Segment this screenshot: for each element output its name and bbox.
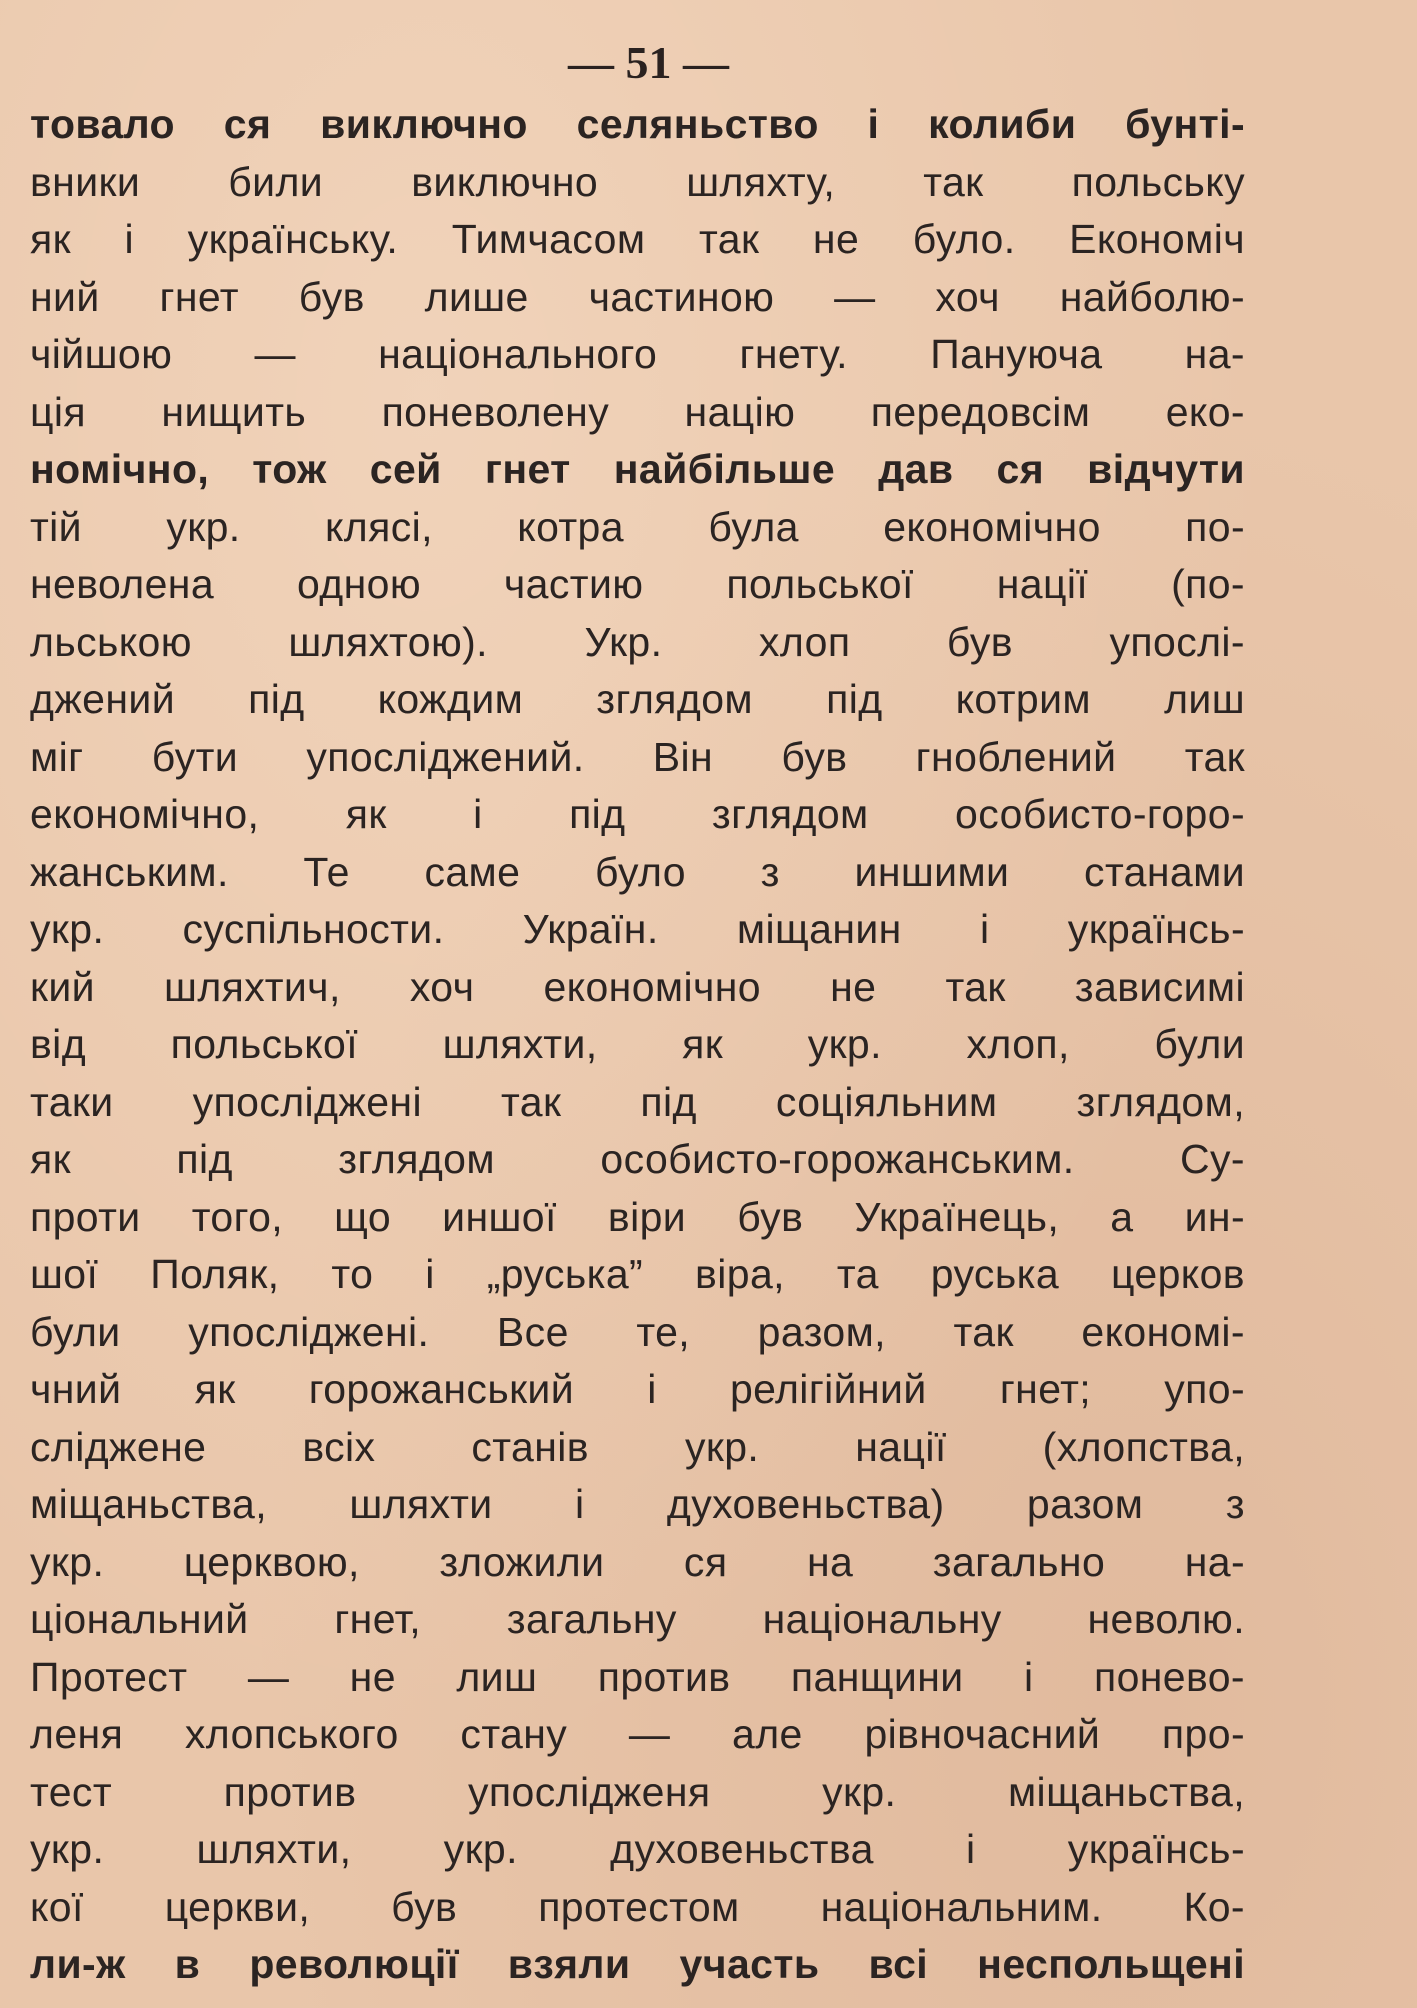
text-line: тест против упосліджeня укр. міщаньства, <box>30 1768 1245 1815</box>
text-line: проти того, що иншої віри був Українець, а ин- <box>30 1193 1245 1240</box>
text-line: укр. церквою, зложили ся на загально на- <box>30 1538 1245 1585</box>
text-line: від польської шляхти, як укр. хлоп, були <box>30 1021 1245 1067</box>
text-line: ція нищить поневолену націю передовсім еко- <box>30 388 1245 435</box>
text-line: як і українську. Тимчасом так не було. Економіч <box>30 216 1245 262</box>
text-line: жанським. Те саме було з иншими станами <box>30 848 1245 895</box>
text-line: товало ся виключно селяньство і колиби бунті- <box>30 101 1245 147</box>
text-line: міг бути упосліджений. Він був гноблений так <box>30 733 1245 780</box>
text-line: неволена одною частию польської нації (по- <box>30 561 1245 607</box>
text-line: сліджене всіх станів укр. нації (хлопства, <box>30 1423 1245 1470</box>
text-line: міщаньства, шляхти і духовеньства) разом з <box>30 1481 1245 1527</box>
text-line: чійшою — національного гнету. Пануюча на- <box>30 331 1245 377</box>
text-line: ний гнет був лише частиною — хоч найболю- <box>30 273 1245 320</box>
body-text <box>30 96 1245 1994</box>
text-line: номічно, тож сей гнет найбільше дав ся відчути <box>30 446 1245 492</box>
text-line: Протест — не лиш против панщини і понево- <box>30 1653 1245 1700</box>
text-line: льською шляхтою). Укр. хлоп був упослі- <box>30 618 1245 665</box>
text-line: ціональний гнет, загальну національну неволю. <box>30 1596 1245 1642</box>
text-line: тій укр. клясі, котра була економічно по- <box>30 503 1245 550</box>
page-number: — 51 — <box>568 37 729 88</box>
text-line: як під зглядом особисто-горожанським. Су- <box>30 1136 1245 1182</box>
text-line: ли-ж в революції взяли участь всі неспольщені <box>30 1941 1245 1987</box>
text-line: вники били виключно шляхту, так польську <box>30 158 1245 205</box>
text-line: шої Поляк, то і „руська” віра, та руська церков <box>30 1251 1245 1297</box>
text-line: були упосліджені. Все те, разом, так економі- <box>30 1308 1245 1355</box>
text-line: укр. суспільности. Україн. міщанин і українсь- <box>30 906 1245 952</box>
text-line: леня хлопського стану — але рівночасний про- <box>30 1711 1245 1757</box>
text-line: економічно, як і під зглядом особисто-горо- <box>30 791 1245 837</box>
text-line: кої церкви, був протестом національним. Ко- <box>30 1883 1245 1930</box>
text-line: кий шляхтич, хоч економічно не так зависимі <box>30 963 1245 1010</box>
text-line: укр. шляхти, укр. духовеньства і українсь- <box>30 1826 1245 1872</box>
text-line: чний як горожанський і релігійний гнет; упо- <box>30 1366 1245 1412</box>
text-line: таки упосліджені так під соціяльним зглядом, <box>30 1078 1245 1125</box>
text-line: джений під кождим зглядом під котрим лиш <box>30 676 1245 722</box>
